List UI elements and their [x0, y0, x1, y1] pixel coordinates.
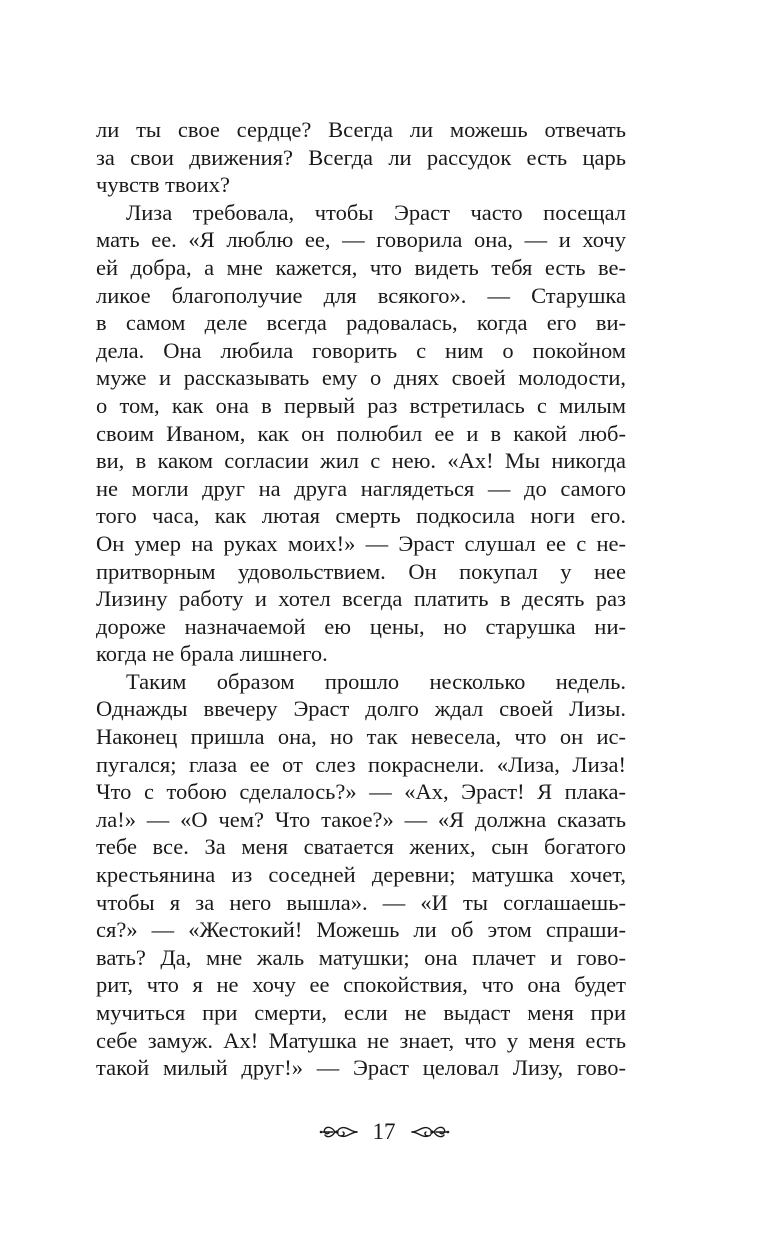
text-line: когда не брала лишнего. — [96, 641, 328, 667]
text-line: ла!» — «О чем? Что такое?» — «Я должна сказать — [96, 806, 626, 832]
text-line: ли ты свое сердце? Всегда ли можешь отвечать — [96, 117, 626, 142]
text-line: Наконец пришла она, но так невесела, что он ис- — [96, 724, 626, 750]
text-line: пугался; глаза ее от слез покраснели. «Лиза, Лиза! — [96, 751, 626, 777]
text-line: крестьянина из соседней деревни; матушка хочет, — [96, 862, 626, 888]
text-line: о том, как она в первый раз встретилась с милым — [96, 392, 626, 418]
text-line: чувств твоих? — [96, 172, 230, 198]
text-line: Лизину работу и хотел всегда платить в десять раз — [96, 586, 626, 612]
floral-ornament-left-icon — [319, 1122, 359, 1142]
text-line: ви, в каком согласии жил с нею. «Ах! Мы никогда — [96, 448, 626, 474]
text-line: Лиза требовала, чтобы Эраст часто посещал — [126, 199, 626, 225]
floral-ornament-right-icon — [410, 1122, 450, 1142]
text-line: ликое благополучие для всякого». — Старушка — [96, 282, 626, 308]
text-line: своим Иваном, как он полюбил ее и в какой люб- — [96, 420, 626, 446]
page-footer — [0, 1112, 768, 1152]
text-line: рит, что я не хочу ее спокойствия, что она будет — [96, 972, 626, 998]
text-line: мать ее. «Я люблю ее, — говорила она, — и хочу — [96, 227, 626, 253]
text-line: в самом деле всегда радовалась, когда его ви- — [96, 310, 626, 336]
text-line: дела. Она любила говорить с ним о покойном — [96, 337, 626, 363]
text-line: Он умер на руках моих!» — Эраст слушал ее с не- — [96, 530, 626, 556]
text-line: муже и рассказывать ему о днях своей молодости, — [96, 365, 626, 391]
text-line: себе замуж. Ах! Матушка не знает, что у меня есть — [96, 1027, 626, 1053]
text-line: ей добра, а мне кажется, что видеть тебя есть ве- — [96, 254, 626, 280]
text-line: мучиться при смерти, если не выдаст меня при — [96, 1000, 626, 1025]
text-line: Таким образом прошло несколько недель. — [126, 668, 626, 694]
body-text — [96, 116, 626, 1082]
text-line: притворным удовольствием. Он покупал у нее — [96, 558, 626, 584]
text-line: того часа, как лютая смерть подкосила ноги его. — [96, 503, 626, 529]
text-line: дороже назначаемой ею цены, но старушка ни- — [96, 613, 626, 639]
text-line: за свои движения? Всегда ли рассудок есть царь — [96, 144, 626, 170]
text-line: Что с тобою сделалось?» — «Ах, Эраст! Я плака- — [96, 779, 626, 805]
text-line: вать? Да, мне жаль матушки; она плачет и гово- — [96, 944, 626, 970]
text-line: ся?» — «Жестокий! Можешь ли об этом спраши- — [96, 917, 626, 943]
text-line: Однажды ввечеру Эраст долго ждал своей Лизы. — [96, 696, 626, 722]
text-line: тебе все. За меня сватается жених, сын богатого — [96, 834, 626, 860]
text-line: чтобы я за него вышла». — «И ты соглашаешь- — [96, 889, 626, 915]
page-number: 17 — [372, 1119, 396, 1144]
text-line: не могли друг на друга наглядеться — до самого — [96, 475, 626, 501]
text-line: такой милый друг!» — Эраст целовал Лизу, гово- — [96, 1055, 626, 1081]
